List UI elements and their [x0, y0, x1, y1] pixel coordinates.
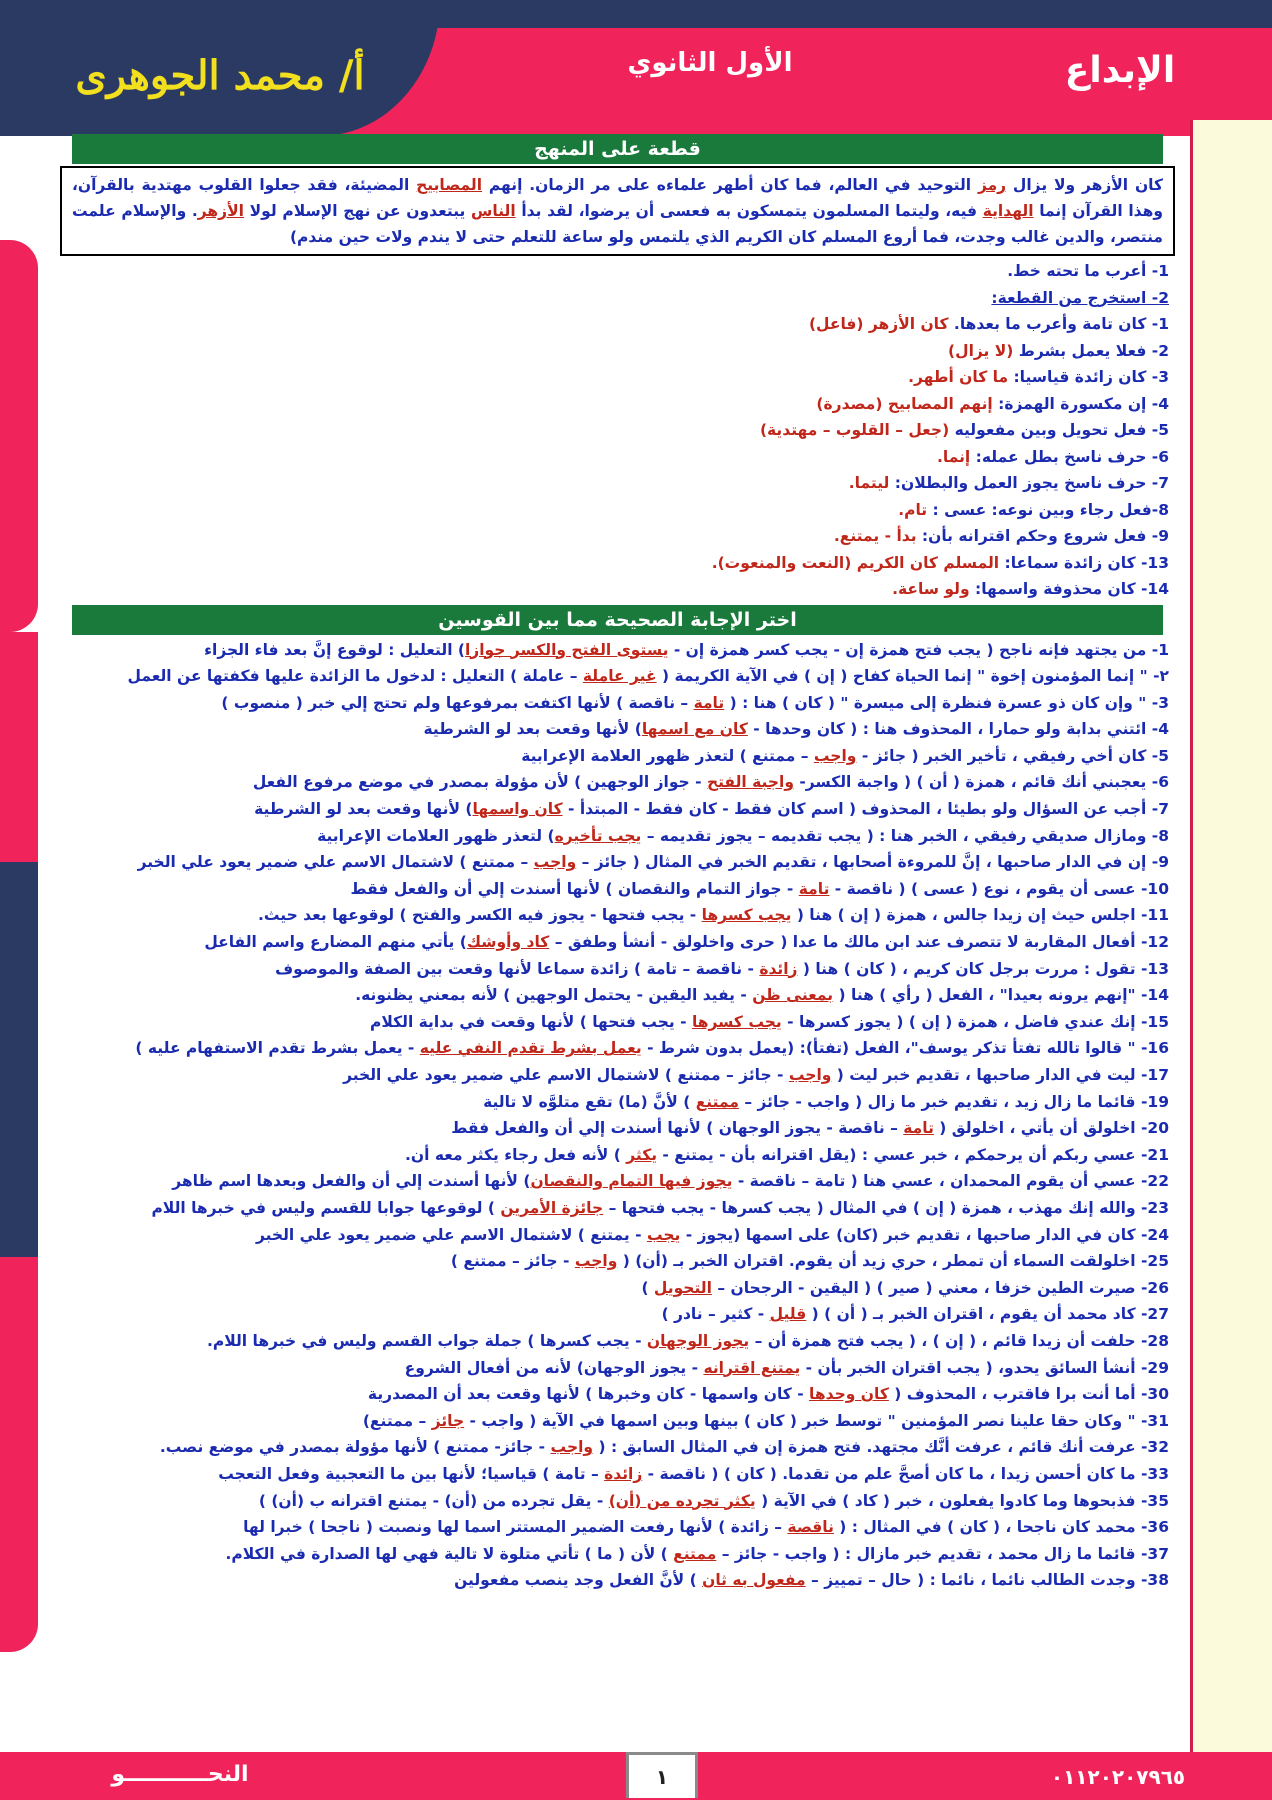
question-text: ) لأنَّ (ما) تقع متلوَّه لا تالية	[483, 1092, 696, 1111]
passage-segment: كان الأزهر ولا يزال	[1006, 176, 1164, 194]
question-text: 4- ائتني بدابة ولو حمارا ، المحذوف هنا : ( كان وحدها -	[747, 720, 1169, 739]
question-line	[60, 1222, 1169, 1249]
question-line	[60, 1142, 1169, 1169]
question-text: - كثير – نادر )	[661, 1305, 770, 1324]
question-text: – ناقصة - يجوز الوجهان ) لأنها أسندت إلي أن والفعل فقط	[451, 1119, 904, 1138]
answer-text: ولو ساعة.	[892, 580, 970, 598]
passage-questions	[60, 258, 1175, 603]
passage-segment: فيه، وليتما المسلمون يتمسكون به فعسى أن يرضوا، لقد بدأ	[515, 202, 983, 220]
passage-segment: . والإسلام علمت منتصر، والدين غالب وجدت، فما أروع المسلم كان الكريم الذي يلتمس ولو ساعة للتعلم حتى لا يندم ولات حين مندم)	[72, 202, 1163, 246]
correct-choice: ناقصة	[787, 1518, 834, 1537]
question-text: - جواز التمام والنقصان ) لأنها أسندت إلي أن والفعل فقط	[350, 879, 799, 898]
question-text: 3- كان زائدة قياسيا:	[1008, 368, 1169, 386]
question-text: 21- عسي ربكم أن يرحمكم ، خبر عسي : (يقل اقترانه بأن - يمتنع -	[657, 1145, 1169, 1164]
section-title-passage: قطعة على المنهج	[72, 134, 1163, 164]
correct-choice: يجب كسرها	[691, 1012, 782, 1031]
question-text: 28- حلفت أن زيدا قائم ، ( إن ) ، ( يجب فتح همزة أن –	[749, 1331, 1169, 1350]
underlined-word: المصابيح	[416, 176, 483, 194]
grade-label: الأول الثانوي	[627, 48, 793, 78]
answer-text: إنما.	[937, 447, 971, 466]
question-line	[60, 1434, 1169, 1461]
correct-choice: يعمل بشرط تقدم النفي عليه	[419, 1039, 642, 1058]
question-text: - جائز – ممتنع )	[450, 1252, 575, 1271]
question-line	[60, 1461, 1169, 1488]
question-text: 13- تقول : مررت برجل كان كريم ، ( كان ) هنا (	[797, 959, 1169, 978]
question-text: 27- كاد محمد أن يقوم ، اقتران الخبر بـ ( أن ) (	[806, 1305, 1169, 1324]
correct-choice: يجوز الوجهان	[646, 1331, 750, 1350]
question-text: 17- ليت في الدار صاحبها ، تقديم خبر ليت (	[831, 1066, 1169, 1084]
answer-text: بدأ - يمتنع.	[833, 527, 917, 545]
passage-text	[72, 172, 1163, 250]
correct-choice: يستوى الفتح والكسر جوازا	[464, 640, 669, 659]
correct-choice: يجوز فيها التمام والنقصان	[530, 1172, 733, 1191]
question-text: ) لأنها أسندت إلي أن والفعل وبعدها اسم ظاهر	[172, 1172, 531, 1191]
question-text: – ممتنع ) لتعذر ظهور العلامة الإعرابية	[521, 746, 814, 765]
question-text: - يمتنع ) لاشتمال الاسم علي ضمير يعود علي الخبر	[255, 1225, 647, 1244]
correct-choice: كان مع اسمها	[641, 720, 748, 739]
question-text: 23- والله إنك مهذب ، همزة ( إن ) في المثال ( يجب كسرها - يجب فتحها –	[603, 1198, 1169, 1217]
question-text: 32- عرفت أنك قائم ، عرفت أنَّك مجتهد. فتح همزة إن في المثال السابق : (	[593, 1438, 1169, 1457]
question-text: 31- " وكان حقا علينا نصر المؤمنين " توسط خبر ( كان ) بينها وبين اسمها في الآية ( واجب -	[464, 1411, 1169, 1430]
question-text: 29- أنشأ السائق يحدو، ( يجب اقتران الخبر بأن -	[800, 1358, 1169, 1377]
correct-choice: كان واسمها	[472, 800, 563, 819]
question-text: 5- كان أخي رفيقي ، تأخير الخبر ( جائز -	[856, 746, 1169, 765]
question-text: 26- صيرت الطين خزفا ، معني ( صير ) ( اليقين - الرجحان –	[711, 1278, 1169, 1297]
side-tab-3	[0, 862, 38, 1257]
question-line	[60, 663, 1169, 690]
question-line	[60, 1089, 1169, 1116]
question-line	[60, 550, 1169, 577]
question-line	[60, 1381, 1169, 1408]
answer-text: كان الأزهر (فاعل)	[808, 315, 949, 333]
underlined-word: الناس	[471, 202, 516, 220]
question-line	[60, 1514, 1169, 1541]
question-line	[60, 470, 1169, 497]
underlined-word: الهداية	[982, 202, 1034, 220]
choice-questions	[60, 637, 1175, 1594]
passage-segment: التوحيد في العالم، فما كان أطهر علماءه على مر الزمان. إنهم	[482, 176, 978, 194]
question-text: – ممتنع)	[362, 1411, 432, 1430]
question-text: - يجوز الوجهان) لأنه من أفعال الشروع	[404, 1358, 704, 1377]
question-line	[60, 523, 1169, 550]
correct-choice: جائزة الأمرين	[500, 1198, 604, 1217]
question-line	[60, 743, 1169, 770]
question-text: ٢- " إنما المؤمنون إخوة " إنما الحياة كفاح ( إن ) في الآية الكريمة (	[656, 667, 1169, 686]
side-tab-2	[0, 632, 38, 862]
question-text: – زائدة ) لأنها رفعت الضمير المستتر اسما لها ونصبت ( ناجحا ) خبرا لها	[243, 1518, 788, 1537]
question-text: 35- فذبحوها وما كادوا يفعلون ، خبر ( كاد ) في الآية (	[755, 1491, 1169, 1510]
question-text: - كان واسمها - كان وخبرها ) لأنها وقعت بعد أن المصدرية	[367, 1385, 810, 1404]
question-text: ) لوقوعها جوابا للقسم وليس في خبرها اللام	[151, 1198, 501, 1217]
question-line	[60, 1275, 1169, 1302]
question-text: 6- يعجبني أنك قائم ، همزة ( أن ) ( واجبة الكسر-	[793, 773, 1169, 792]
question-text: - جواز الوجهين ) لأن مؤولة بمصدر في موضع مرفوع الفعل	[252, 773, 707, 792]
question-text: 14- "إنهم يرونه بعيدا" ، الفعل ( رأي ) هنا (	[833, 986, 1169, 1005]
question-text: 15- إنك عندي فاضل ، همزة ( إن ) ( يجوز كسرها -	[781, 1012, 1169, 1031]
question-text: 7- حرف ناسخ يجوز العمل والبطلان:	[889, 474, 1169, 492]
correct-choice: تامة	[798, 879, 830, 898]
question-text: 22- عسي أن يقوم المحمدان ، عسي هنا ( تامة – ناقصة -	[732, 1172, 1169, 1191]
correct-choice: يجب تأخيره	[554, 826, 642, 845]
answer-text: تام.	[898, 500, 928, 519]
question-line	[60, 823, 1169, 850]
passage-segment: المضيئة، فقد جعلوا القلوب مهتدية بالقرآن، وهذا القرآن إنما	[72, 176, 1163, 220]
correct-choice: يمتنع اقترانه	[703, 1358, 801, 1377]
question-line	[60, 637, 1169, 664]
correct-choice: يكثر تجرده من (أن)	[608, 1491, 756, 1510]
correct-choice: واجبة الفتح	[706, 773, 794, 792]
question-line	[60, 497, 1169, 524]
question-line	[60, 690, 1169, 717]
question-line	[60, 929, 1169, 956]
question-line	[60, 1168, 1169, 1195]
correct-choice: زائدة	[604, 1464, 643, 1483]
question-text: - يجب فتحها - يجوز فيه الكسر والفتح ) لوقوعها بعد حيث.	[257, 906, 702, 925]
question-text: ) لأن ( ما ) تأتي متلوة لا تالية فهي لها الصدارة في الكلام.	[225, 1544, 674, 1563]
question-text: 7- أجب عن السؤال ولو بطيئا ، المحذوف ( اسم كان فقط - كان فقط - المبتدأ -	[562, 800, 1169, 819]
question-text: - يجب فتحها ) لأنها وقعت في بداية الكلام	[369, 1012, 692, 1031]
question-text: 1- أعرب ما تحته خط.	[1007, 262, 1169, 280]
question-text: 13- كان زائدة سماعا:	[999, 553, 1169, 572]
question-line	[60, 1488, 1169, 1515]
question-text: 10- عسى أن يقوم ، نوع ( عسى ) ( ناقصة -	[829, 879, 1169, 898]
question-line	[60, 1009, 1169, 1036]
question-line	[60, 1115, 1169, 1142]
question-text: - يفيد اليقين - يحتمل الوجهين ) لأنه بمعني يظنونه.	[355, 986, 753, 1005]
question-line	[60, 902, 1169, 929]
brand-title: الإبداع	[1064, 50, 1176, 91]
question-text: )	[641, 1278, 654, 1297]
correct-choice: تامة	[693, 693, 725, 712]
question-text: ) لتعذر ظهور العلامات الإعرابية	[317, 826, 555, 845]
question-line	[60, 285, 1169, 312]
question-line	[60, 1195, 1169, 1222]
question-text: ) لأنه فعل رجاء يكثر معه أن.	[405, 1145, 627, 1164]
question-line	[60, 1541, 1169, 1568]
correct-choice: يجب	[646, 1225, 681, 1244]
correct-choice: مفعول به ثان	[702, 1571, 806, 1590]
question-text: 8- ومازال صديقي رفيقي ، الخبر هنا : ( يجب تقديمه – يجوز تقديمه –	[641, 826, 1169, 845]
question-line	[60, 982, 1169, 1009]
question-text: 11- اجلس حيث إن زيدا جالس ، همزة ( إن ) هنا (	[791, 906, 1169, 925]
underlined-word: الأزهر	[197, 202, 244, 220]
footer-phone: ٠١١٢٠٢٠٧٩٦٥	[1050, 1765, 1186, 1789]
question-text: 1- من يجتهد فإنه ناجح ( يجب فتح همزة إن - يجب كسر همزة إن -	[668, 640, 1169, 659]
question-text: 1- كان تامة وأعرب ما بعدها.	[948, 315, 1169, 333]
question-line	[60, 311, 1169, 338]
question-text: - ناقصة – تامة ) زائدة سماعا لأنها وقعت بين الصفة والموصوف	[275, 959, 760, 978]
question-text: ) لأنها وقعت بعد لو الشرطية	[423, 720, 642, 739]
question-text: 12- أفعال المقاربة لا تتصرف عند ابن مالك ما عدا ( حرى واخلولق - أنشأ وطفق –	[549, 933, 1169, 952]
question-line	[60, 391, 1169, 418]
question-text: - يعمل بشرط تقدم الاستفهام عليه )	[135, 1039, 420, 1058]
question-line	[60, 1328, 1169, 1355]
correct-choice: التحويل	[653, 1278, 712, 1297]
question-text: 30- أما أنت برا فاقترب ، المحذوف (	[888, 1385, 1169, 1404]
question-text: 8-فعل رجاء وبين نوعه: عسى :	[927, 500, 1169, 519]
correct-choice: كان وحدها	[809, 1385, 889, 1404]
question-text: 24- كان في الدار صاحبها ، تقديم خبر (كان) على اسمها (يجوز -	[680, 1225, 1169, 1244]
answer-text: ما كان أطهر.	[908, 368, 1009, 386]
question-text: 37- قائما ما زال محمد ، تقديم خبر مازال : ( واجب - جائز –	[716, 1544, 1169, 1563]
question-text: – ناقصة ) لأنها اكتفت بمرفوعها ولم تحتج إلي خبر ( منصوب )	[221, 693, 694, 712]
side-tab-1	[0, 240, 38, 632]
correct-choice: يكثر	[626, 1145, 658, 1164]
page-number: ١	[626, 1752, 698, 1798]
question-line	[60, 1301, 1169, 1328]
question-text: 20- اخلولق أن يأتي ، اخلولق (	[933, 1119, 1169, 1138]
question-text: - جائز- ممتنع ) لأنها مؤولة بمصدر في موضع نصب.	[159, 1438, 551, 1457]
passage-segment: يبتعدون عن نهج الإسلام لولا	[243, 202, 471, 220]
question-line	[60, 1408, 1169, 1435]
question-line	[60, 338, 1169, 365]
question-text: - يجب كسرها ) جملة جواب القسم وليس في خبرها اللام.	[206, 1331, 647, 1350]
question-line	[60, 876, 1169, 903]
question-text: 2- فعلا يعمل بشرط	[1013, 341, 1169, 360]
question-text: - يقل تجرده من (أن) - يمتنع اقترانه ب (أن) )	[258, 1491, 609, 1510]
section-title-choose: اختر الإجابة الصحيحة مما بين القوسين	[72, 605, 1163, 635]
side-tab-4	[0, 1257, 38, 1652]
question-text: 6- حرف ناسخ بطل عمله:	[970, 447, 1169, 466]
page-content	[60, 134, 1175, 1594]
question-line	[60, 716, 1169, 743]
answer-text: (لا يزال)	[948, 341, 1014, 360]
question-text: – تامة ) قياسيا؛ لأنها بين ما التعجبية وفعل التعجب	[218, 1464, 605, 1483]
question-line	[60, 769, 1169, 796]
author-name: أ/ محمد الجوهرى	[75, 52, 365, 99]
question-text: 33- ما كان أحسن زيدا ، ما كان أصحَّ علم من تقدما. ( كان ) ( ناقصة -	[642, 1464, 1169, 1483]
correct-choice: كاد وأوشك	[466, 933, 550, 952]
question-line	[60, 796, 1169, 823]
answer-text: (جعل – القلوب – مهتدية)	[759, 421, 950, 439]
right-margin-panel	[1190, 120, 1272, 1752]
question-line	[60, 1355, 1169, 1382]
question-line	[60, 364, 1169, 391]
footer-subject: النحـــــــــــو	[111, 1762, 249, 1787]
question-text: 36- محمد كان ناجحا ، ( كان ) في المثال : (	[833, 1518, 1169, 1537]
question-line	[60, 258, 1169, 285]
correct-choice: جائز	[431, 1411, 465, 1430]
correct-choice: ممتنع	[673, 1544, 717, 1563]
question-text: ) لأنها وقعت بعد لو الشرطية	[254, 800, 473, 819]
question-text: - جائز – ممتنع ) لاشتمال الاسم علي ضمير يعود علي الخبر	[343, 1066, 789, 1084]
question-text: – عاملة ) التعليل : لدخول ما الزائدة عليها فكفتها عن العمل	[127, 667, 583, 686]
passage-box	[60, 166, 1175, 256]
question-line	[60, 849, 1169, 876]
correct-choice: واجب	[533, 853, 577, 872]
question-text: 38- وجدت الطالب نائما ، نائما : ( حال – تمييز –	[805, 1571, 1169, 1590]
correct-choice: بمعنى ظن	[752, 986, 834, 1005]
correct-choice: زائدة	[759, 959, 798, 978]
question-text: ) لأنَّ الفعل وجد ينصب مفعولين	[454, 1571, 703, 1590]
answer-text: ليتما.	[848, 474, 890, 492]
question-text: 9- إن في الدار صاحبها ، إنَّ للمروءة أصحابها ، تقديم الخبر في المثال ( جائز –	[576, 853, 1169, 872]
question-text: ) يأتي منهم المضارع واسم الفاعل	[204, 933, 467, 952]
question-text: – ممتنع ) لاشتمال الاسم علي ضمير يعود علي الخبر	[137, 853, 534, 872]
question-line	[60, 956, 1169, 983]
correct-choice: واجب	[550, 1438, 594, 1457]
question-line	[60, 444, 1169, 471]
underlined-word: رمز	[977, 176, 1007, 194]
correct-choice: ممتنع	[695, 1092, 739, 1111]
question-text: 4- إن مكسورة الهمزة:	[992, 394, 1169, 413]
correct-choice: غير عاملة	[582, 667, 657, 686]
question-line	[60, 1567, 1169, 1594]
question-text: 19- قائما ما زال زيد ، تقديم خبر ما زال ( واجب - جائز –	[738, 1092, 1169, 1111]
correct-choice: يجب كسرها	[701, 906, 792, 925]
correct-choice: واجب	[788, 1066, 832, 1084]
page-header	[0, 0, 1272, 136]
question-line	[60, 417, 1169, 444]
question-text: 5- فعل تحويل وبين مفعوليه	[949, 421, 1169, 439]
question-text: 14- كان محذوفة واسمها:	[969, 580, 1169, 598]
correct-choice: تامة	[903, 1119, 934, 1138]
question-text: 25- اخلولقت السماء أن تمطر ، حري زيد أن يقوم. اقتران الخبر بـ (أن) (	[617, 1252, 1169, 1271]
answer-text: إنهم المصابيح (مصدرة)	[816, 394, 993, 413]
answer-text: المسلم كان الكريم (النعت والمنعوت).	[711, 553, 1000, 572]
question-line	[60, 576, 1169, 603]
question-line	[60, 1248, 1169, 1275]
question-line	[60, 1062, 1169, 1089]
question-text: ) التعليل : لوقوع إنَّ بعد فاء الجزاء	[204, 640, 465, 659]
question-text: 3- " وإن كان ذو عسرة فنظرة إلى ميسرة " ( كان ) هنا : (	[724, 693, 1169, 712]
correct-choice: واجب	[574, 1252, 618, 1271]
question-text: 2- استخرج من القطعة:	[991, 288, 1169, 307]
correct-choice: قليل	[769, 1305, 807, 1324]
question-text: 9- فعل شروع وحكم اقترانه بأن:	[916, 527, 1169, 545]
correct-choice: واجب	[813, 746, 857, 765]
question-text: 16- " قالوا تالله تفتأ تذكر يوسف"، الفعل (تفتأ): (يعمل بدون شرط -	[641, 1039, 1169, 1058]
question-line	[60, 1035, 1169, 1062]
